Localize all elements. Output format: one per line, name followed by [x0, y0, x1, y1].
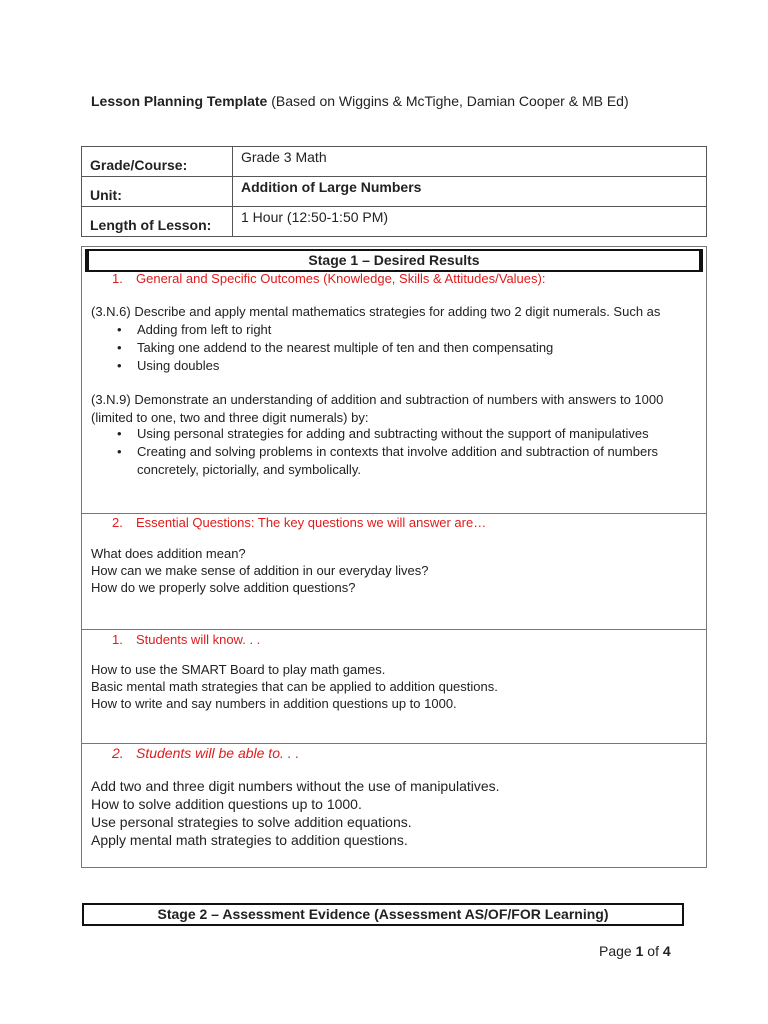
- essential-questions-section: [82, 513, 706, 630]
- table-row: [82, 147, 707, 177]
- bullet-icon: •: [117, 340, 122, 355]
- grade-value: Grade 3 Math: [233, 147, 707, 177]
- list-item-text: Using personal strategies for adding and subtracting without the support of manipulatives: [137, 426, 649, 441]
- outcomes-heading: [112, 271, 545, 286]
- students-able-heading-text: Students will be able to. . .: [136, 745, 300, 761]
- page-word: Page: [599, 943, 636, 959]
- document-title-rest: (Based on Wiggins & McTighe, Damian Cooper & MB Ed): [267, 93, 629, 109]
- table-row: [82, 177, 707, 207]
- students-know-heading: [112, 632, 260, 647]
- bullet-icon: •: [117, 322, 122, 337]
- students-know-line: Basic mental math strategies that can be applied to addition questions.: [91, 679, 498, 694]
- lesson-info-table: [81, 146, 707, 237]
- list-item: [117, 425, 696, 443]
- essential-questions-heading: [112, 515, 486, 530]
- bullet-icon: •: [117, 358, 122, 373]
- list-item: [117, 321, 696, 339]
- unit-label: Unit:: [82, 177, 233, 207]
- grade-label: Grade/Course:: [82, 147, 233, 177]
- length-value: 1 Hour (12:50-1:50 PM): [233, 207, 707, 237]
- page-of: of: [643, 943, 663, 959]
- page-number: [599, 943, 671, 959]
- outcomes-heading-text: General and Specific Outcomes (Knowledge, Skills & Attitudes/Values):: [136, 271, 546, 286]
- essential-question-line: What does addition mean?: [91, 546, 246, 561]
- length-label: Length of Lesson:: [82, 207, 233, 237]
- students-know-heading-text: Students will know. . .: [136, 632, 261, 647]
- list-item: [117, 443, 696, 478]
- list-item-text: Creating and solving problems in contexts that involve addition and subtraction of numbers concretely, pictorially, and symbolically.: [137, 444, 659, 477]
- table-row: [82, 207, 707, 237]
- outcomes-number: 1.: [112, 271, 123, 286]
- essential-question-line: How can we make sense of addition in our everyday lives?: [91, 563, 429, 578]
- students-able-line: Use personal strategies to solve addition equations.: [91, 814, 412, 830]
- stage1-title: Stage 1 – Desired Results: [85, 249, 703, 272]
- students-know-line: How to write and say numbers in addition questions up to 1000.: [91, 696, 457, 711]
- students-able-line: How to solve addition questions up to 1000.: [91, 796, 362, 812]
- list-item-text: Taking one addend to the nearest multiple of ten and then compensating: [137, 340, 554, 355]
- students-able-number: 2.: [112, 745, 124, 761]
- students-able-heading: [112, 745, 299, 761]
- document-title-bold: Lesson Planning Template: [91, 93, 268, 109]
- list-item-text: Adding from left to right: [137, 322, 272, 337]
- unit-value: Addition of Large Numbers: [233, 177, 707, 207]
- essential-questions-number: 2.: [112, 515, 123, 530]
- students-able-section: [82, 743, 706, 867]
- students-know-section: [82, 629, 706, 744]
- page-current: 1: [635, 943, 644, 959]
- stage2-title: Stage 2 – Assessment Evidence (Assessment AS/OF/FOR Learning): [82, 903, 684, 926]
- students-know-line: How to use the SMART Board to play math games.: [91, 662, 386, 677]
- bullet-icon: •: [117, 444, 122, 459]
- outcome-n6-text: (3.N.6) Describe and apply mental mathematics strategies for adding two 2 digit numerals. Such as: [91, 304, 661, 319]
- essential-question-line: How do we properly solve addition questions?: [91, 580, 356, 595]
- bullet-icon: •: [117, 426, 122, 441]
- outcome-n9-text: (3.N.9) Demonstrate an understanding of addition and subtraction of numbers with answers to 1000 (limited to one, two and three digit numerals) by:: [91, 392, 664, 425]
- stage1-table: [81, 246, 707, 868]
- students-able-line: Add two and three digit numbers without the use of manipulatives.: [91, 778, 500, 794]
- document-title: [91, 93, 629, 109]
- page-total: 4: [662, 943, 671, 959]
- list-item-text: Using doubles: [137, 358, 220, 373]
- outcomes-section: [82, 271, 706, 514]
- list-item: [117, 339, 696, 357]
- essential-questions-heading-text: Essential Questions: The key questions we will answer are…: [136, 515, 487, 530]
- students-able-line: Apply mental math strategies to addition questions.: [91, 832, 408, 848]
- list-item: [117, 357, 696, 375]
- students-know-number: 1.: [112, 632, 123, 647]
